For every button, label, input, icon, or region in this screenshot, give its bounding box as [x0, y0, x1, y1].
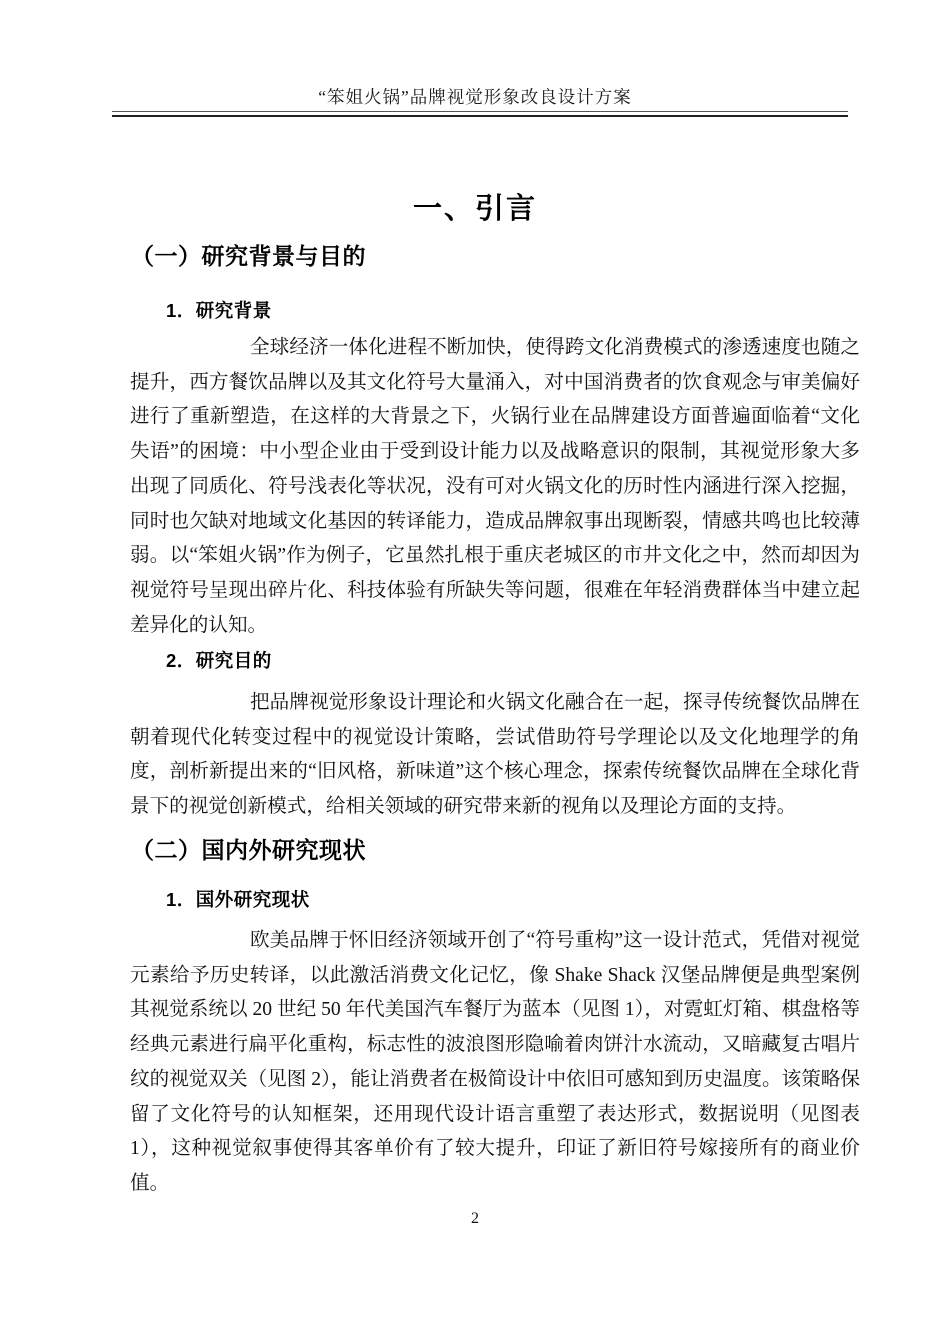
header-rule-thin: [112, 111, 848, 112]
page-header-title: “笨姐火锅”品牌视觉形象改良设计方案: [318, 87, 632, 107]
section-2-heading: （二）国内外研究现状: [131, 837, 366, 863]
research-purpose-paragraph: 把品牌视觉形象设计理论和火锅文化融合在一起，探寻传统餐饮品牌在朝着现代化转变过程中的视觉设计策略，尝试借助符号学理论以及文化地理学的角度，剖析新提出来的“旧风格，新味道”这个核心理念，探索传统餐饮品牌在全球化背景下的视觉创新模式，给相关领域的研究带来新的视角以及理论方面的支持。: [130, 692, 860, 818]
section-1-heading: （一）研究背景与目的: [131, 243, 366, 269]
chapter-title: 一、引言: [412, 193, 537, 225]
section-1-sub-2-heading: 2．研究目的: [166, 650, 272, 671]
page-footer: [0, 1210, 950, 1228]
section-1-sub-1-heading: 1．研究背景: [166, 300, 272, 321]
research-background-paragraph: 全球经济一体化进程不断加快，使得跨文化消费模式的渗透速度也随之提升，西方餐饮品牌以及其文化符号大量涌入，对中国消费者的饮食观念与审美偏好进行了重新塑造，在这样的大背景之下，火锅行业在品牌建设方面普遍面临着“文化失语”的困境：中小型企业由于受到设计能力以及战略意识的限制，其视觉形象大多出现了同质化、符号浅表化等状况，没有可对火锅文化的历时性内涵进行深入挖掘，同时也欠缺对地域文化基因的转译能力，造成品牌叙事出现断裂，情感共鸣也比较薄弱。以“笨姐火锅”作为例子，它虽然扎根于重庆老城区的市井文化之中，然而却因为视觉符号呈现出碎片化、科技体验有所缺失等问题，很难在年轻消费群体当中建立起差异化的认知。: [130, 337, 860, 636]
page-number: 2: [471, 1210, 479, 1227]
foreign-research-paragraph: 欧美品牌于怀旧经济领域开创了“符号重构”这一设计范式，凭借对视觉元素给予历史转译，以此激活消费文化记忆，像 Shake Shack 汉堡品牌便是典型案例其视觉系统以 20 世纪 50 年代美国汽车餐厅为蓝本（见图 1），对霓虹灯箱、棋盘格等经典元素进行扁平化重构，标志性的波浪图形隐喻着肉饼汁水流动，又暗藏复古唱片纹的视觉双关（见图 2），能让消费者在极简设计中依旧可感知到历史温度。该策略保留了文化符号的认知框架，还用现代设计语言重塑了表达形式，数据说明（见图表 1），这种视觉叙事使得其客单价有了较大提升，印证了新旧符号嫁接所有的商业价值。: [130, 930, 860, 1194]
section-2-sub-1-heading: 1．国外研究现状: [166, 889, 310, 910]
header-rule-thick: [112, 115, 848, 117]
